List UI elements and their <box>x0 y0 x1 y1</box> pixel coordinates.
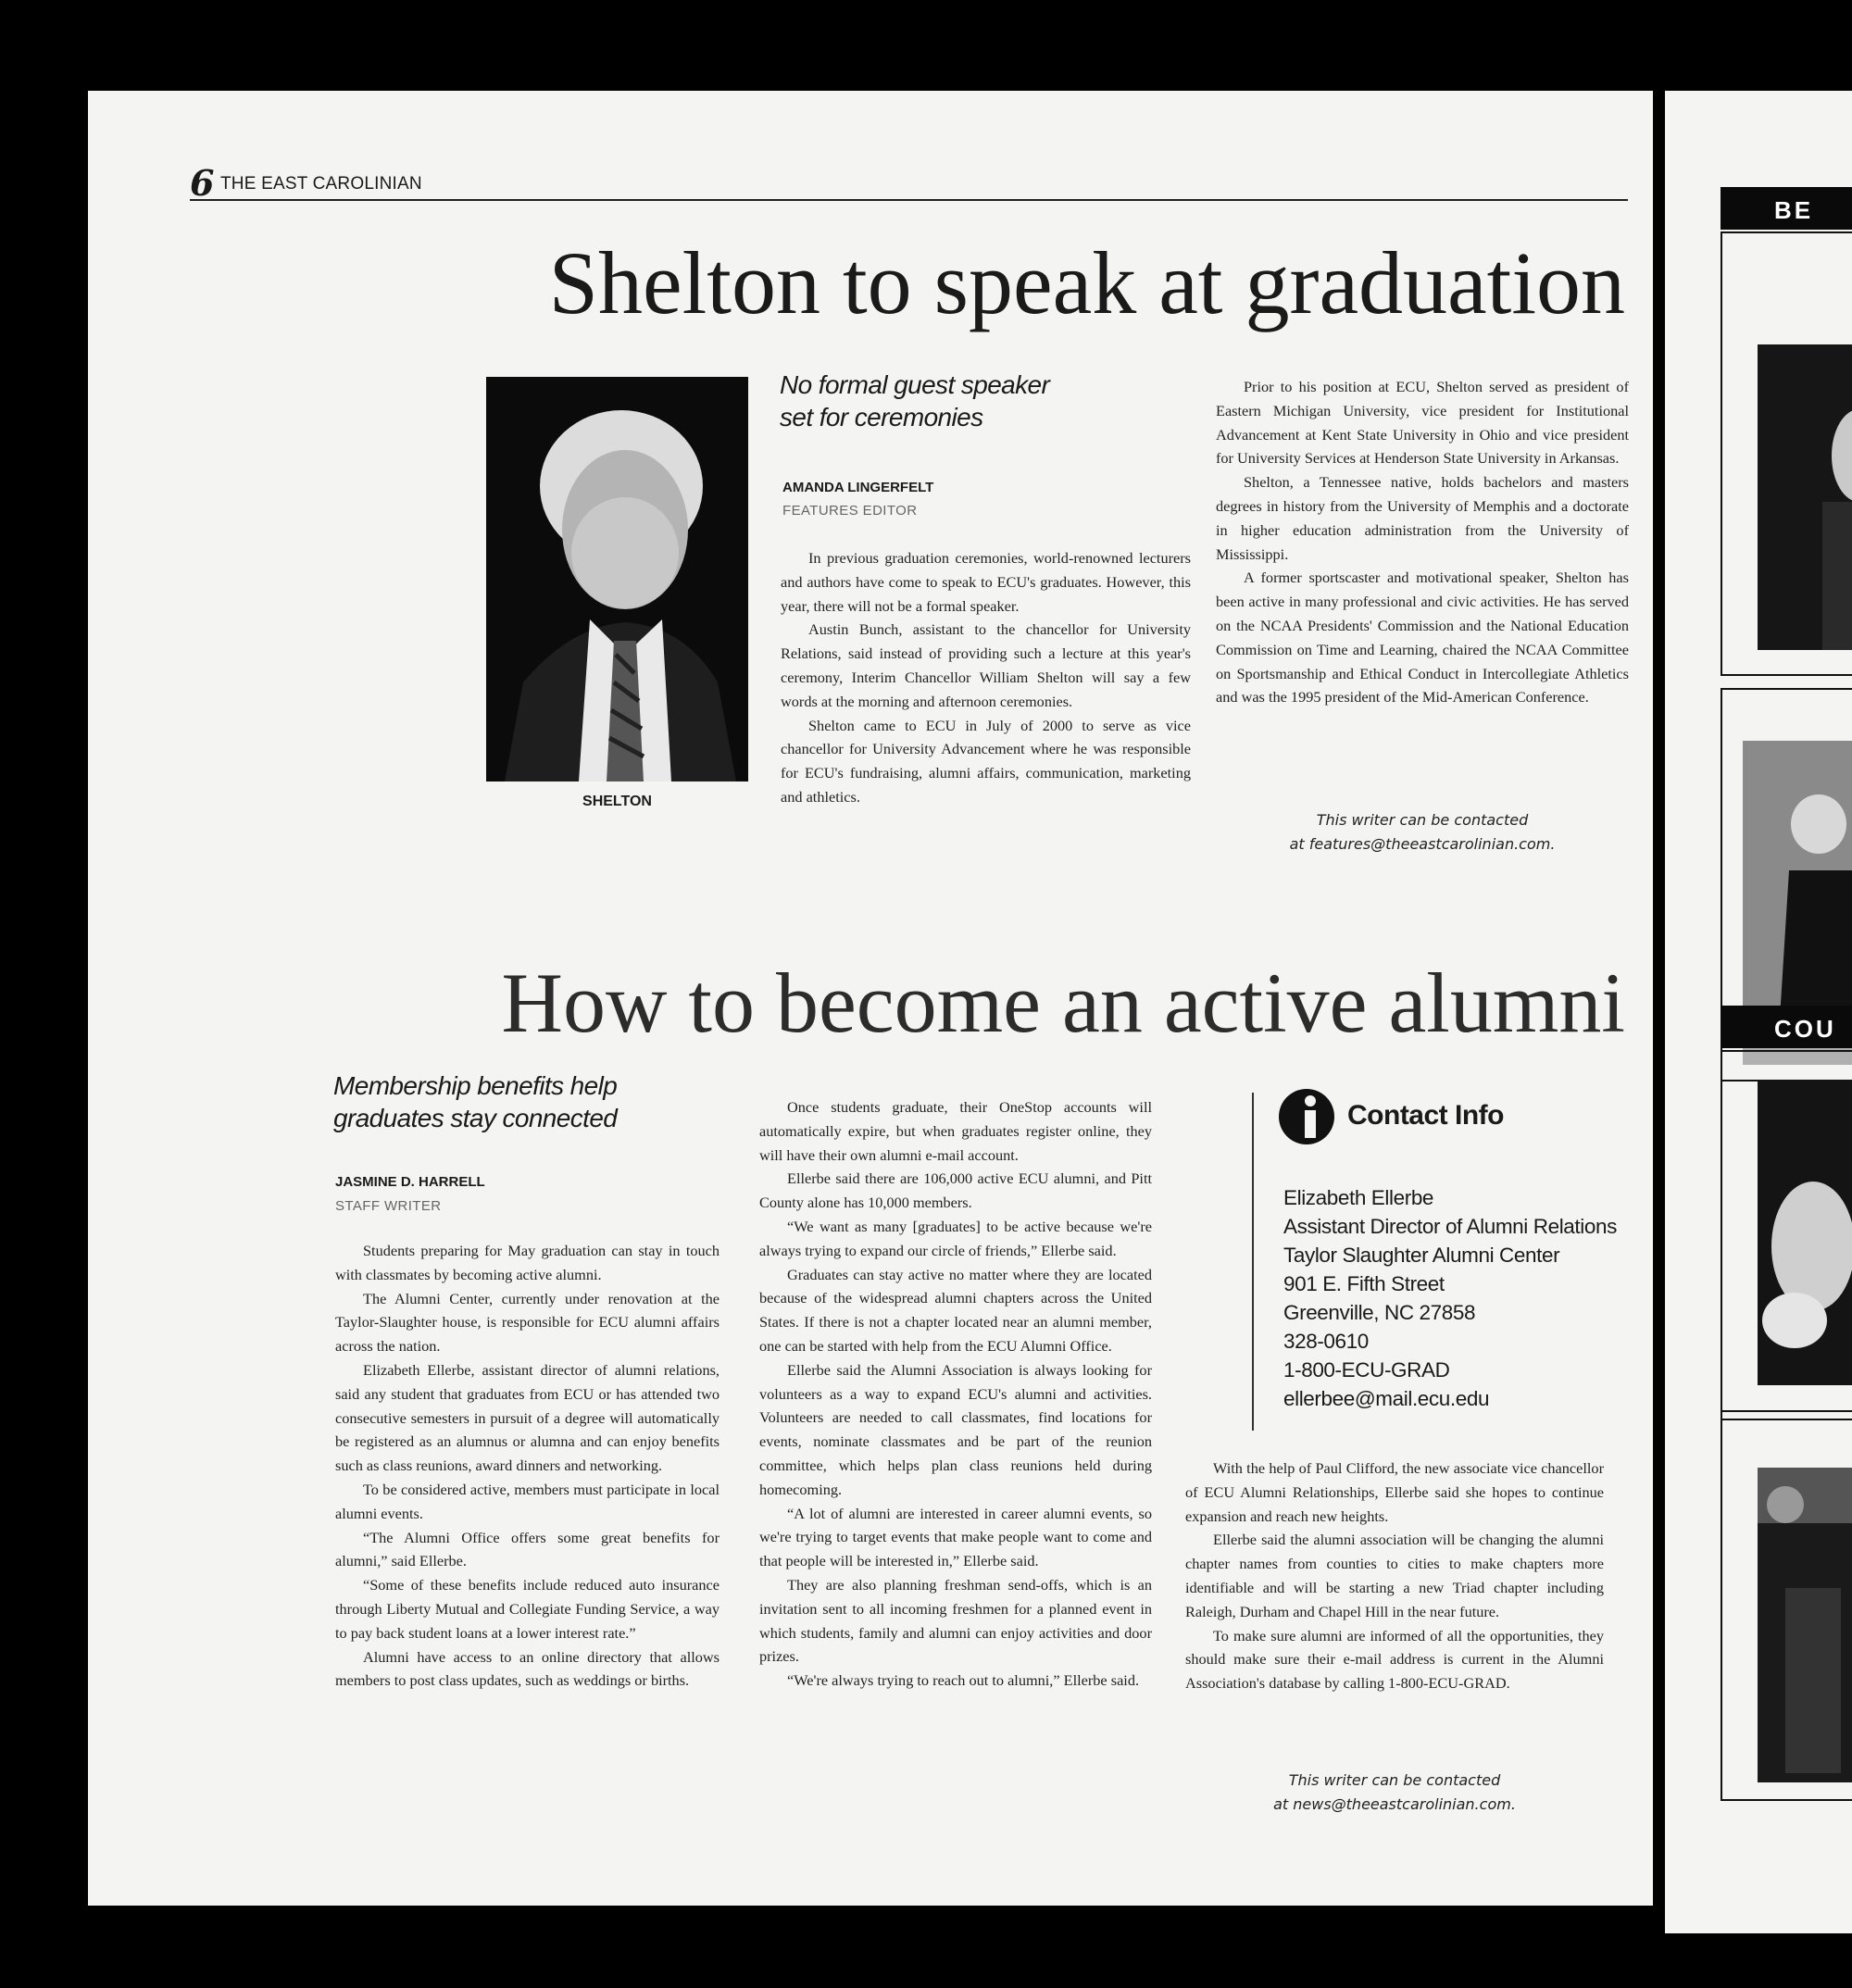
adjacent-page-banner-1: BE <box>1721 187 1852 230</box>
page-folio <box>190 162 1628 204</box>
contact-city: Greenville, NC 27858 <box>1283 1301 1476 1324</box>
contact-building: Taylor Slaughter Alumni Center <box>1283 1244 1560 1267</box>
contact-title-line: Assistant Director of Alumni Relations <box>1283 1215 1617 1238</box>
paragraph: With the help of Paul Clifford, the new associate vice chancellor of ECU Alumni Relationships, Ellerbe said she hopes to continue expansion and reach new heights. <box>1185 1459 1604 1525</box>
paragraph: To be considered active, members must participate in local alumni events. <box>335 1480 720 1522</box>
adjacent-photo-frame-1 <box>1721 231 1852 676</box>
story2-headline: How to become an active alumni <box>501 956 1625 1050</box>
story2-column-2 <box>759 1095 1152 1693</box>
paragraph: A former sportscaster and motivational speaker, Shelton has been active in many professional and civic activities. He has served on the NCAA Presidents' Commission and the National Education Commission on Time and Learning, chaired the NCAA Committee on Sportsmanship and Ethical Conduct in Intercollegiate Athletics and was the 1995 president of the Mid-American Conference. <box>1216 569 1629 706</box>
paragraph: They are also planning freshman send-offs, which is an invitation sent to all incoming freshmen for a planned event in which students, family and alumni can enjoy activities and door prizes. <box>759 1575 1152 1666</box>
page-spine <box>1653 91 1665 1933</box>
signoff-line-2: at features@theeastcarolinian.com. <box>1289 835 1556 853</box>
paragraph: In previous graduation ceremonies, world-renowned lecturers and authors have come to speak to ECU's graduates. However, this year, there will not be a formal speaker. <box>781 549 1191 615</box>
story2-deck <box>333 1069 617 1134</box>
story1-signoff <box>1216 808 1629 856</box>
story2-column-3 <box>1185 1457 1604 1695</box>
story1-deck <box>780 369 1049 433</box>
paragraph: “We want as many [graduates] to be active because we're always trying to expand our circle of friends,” Ellerbe said. <box>759 1217 1152 1259</box>
adjacent-photo-frame-3 <box>1721 1050 1852 1420</box>
contact-info-title: Contact Info <box>1347 1100 1504 1131</box>
paragraph: “The Alumni Office offers some great benefits for alumni,” said Ellerbe. <box>335 1528 720 1570</box>
contact-phone: 328-0610 <box>1283 1330 1369 1353</box>
paragraph: “We're always trying to reach out to alumni,” Ellerbe said. <box>787 1671 1140 1690</box>
paragraph: “Some of these benefits include reduced auto insurance through Liberty Mutual and Collegiate Funding Service, a way to pay back student loans at a lower interest rate.” <box>335 1576 720 1642</box>
paragraph: Students preparing for May graduation can stay in touch with classmates by becoming active alumni. <box>335 1242 720 1283</box>
signoff-line-1: This writer can be contacted <box>1288 1771 1501 1789</box>
signoff-line-1: This writer can be contacted <box>1316 811 1529 829</box>
adjacent-page-banner-2: COU <box>1721 1006 1852 1048</box>
paragraph: Shelton came to ECU in July of 2000 to serve as vice chancellor for University Advancement where he was responsible for ECU's fundraising, alumni affairs, communication, marketing and athletics. <box>781 716 1191 806</box>
story1-role: FEATURES EDITOR <box>782 503 918 519</box>
contact-tollfree: 1-800-ECU-GRAD <box>1283 1358 1450 1382</box>
adjacent-photo-3 <box>1758 1080 1852 1385</box>
contact-email: ellerbee@mail.ecu.edu <box>1283 1387 1490 1410</box>
publication-name: THE EAST CAROLINIAN <box>220 174 422 194</box>
page-number: 6 <box>190 162 215 204</box>
paragraph: Once students graduate, their OneStop accounts will automatically expire, but when graduates register online, they will have their own alumni e-mail account. <box>759 1098 1152 1164</box>
story2-role: STAFF WRITER <box>335 1198 442 1214</box>
adjacent-photo-frame-4 <box>1721 1410 1852 1801</box>
contact-street: 901 E. Fifth Street <box>1283 1272 1445 1295</box>
paragraph: Alumni have access to an online directory that allows members to post class updates, such as weddings or births. <box>335 1647 720 1690</box>
contact-info-lines <box>1283 1183 1617 1413</box>
paragraph: Graduates can stay active no matter where they are located because of the widespread alumni chapters across the United States. If there is not a chapter located near an alumni member, one can be started with help from the ECU Alumni Office. <box>759 1265 1152 1355</box>
adjacent-photo-1 <box>1758 344 1852 650</box>
story1-deck-line-1: No formal guest speaker <box>780 370 1050 399</box>
info-icon <box>1278 1088 1335 1145</box>
paragraph: Elizabeth Ellerbe, assistant director of alumni relations, said any student that graduates from ECU or has attended two consecutive semesters in pursuit of a degree will automatically be registered as an alumnus or alumna and can enjoy benefits such as class reunions, award dinners and networking. <box>335 1360 720 1475</box>
story1-byline: AMANDA LINGERFELT <box>782 480 934 495</box>
paragraph: To make sure alumni are informed of all the opportunities, they should make sure their e-mail address is current in the Alumni Association's database by calling 1-800-ECU-GRAD. <box>1185 1626 1604 1693</box>
paragraph: Prior to his position at ECU, Shelton served as president of Eastern Michigan University, vice president for Institutional Advancement at Kent State University in Ohio and vice president for University Services at Henderson State University in Arkansas. <box>1216 378 1629 468</box>
paragraph: Ellerbe said there are 106,000 active ECU alumni, and Pitt County alone has 10,000 members. <box>759 1169 1152 1212</box>
contact-name: Elizabeth Ellerbe <box>1283 1186 1434 1209</box>
paragraph: “A lot of alumni are interested in career alumni events, so we're trying to target events that make people want to come and that people will be interested in,” Ellerbe said. <box>759 1504 1152 1570</box>
story2-column-1 <box>335 1239 720 1693</box>
paragraph: The Alumni Center, currently under renovation at the Taylor-Slaughter house, is responsible for ECU alumni affairs across the nation. <box>335 1289 720 1356</box>
paragraph: Shelton, a Tennessee native, holds bachelors and masters degrees in history from the University of Memphis and a doctorate in higher education administration from the University of Mississippi. <box>1216 473 1629 563</box>
shelton-photo <box>486 377 748 781</box>
story1-deck-line-2: set for ceremonies <box>780 403 983 431</box>
adjacent-page <box>1665 91 1852 1933</box>
paragraph: Austin Bunch, assistant to the chancellor for University Relations, said instead of providing such a lecture at this year's ceremony, Interim Chancellor William Shelton will say a few words at the morning and afternoon ceremonies. <box>781 620 1191 710</box>
story2-deck-line-2: graduates stay connected <box>333 1104 618 1132</box>
story1-headline: Shelton to speak at graduation <box>548 233 1625 332</box>
paragraph: Ellerbe said the alumni association will be changing the alumni chapter names from counties to cities to make chapters more identifiable and will be starting a new Triad chapter including Raleigh, Durham and Chapel Hill in the near future. <box>1185 1531 1604 1620</box>
story2-signoff <box>1185 1769 1604 1817</box>
adjacent-photo-4 <box>1758 1468 1852 1782</box>
photo-caption: SHELTON <box>582 794 652 809</box>
signoff-line-2: at news@theeastcarolinian.com. <box>1273 1795 1516 1813</box>
story1-column-1 <box>781 546 1191 809</box>
story1-column-2 <box>1216 375 1629 709</box>
story2-byline: JASMINE D. HARRELL <box>335 1174 485 1190</box>
story2-deck-line-1: Membership benefits help <box>333 1071 618 1100</box>
paragraph: Ellerbe said the Alumni Association is always looking for volunteers as a way to expand ECU's alumni and activities. Volunteers are needed to call classmates, find locations for events, nominate classmates and be part of the reunion committee, which helps plan class reunions held during homecoming. <box>759 1360 1152 1498</box>
